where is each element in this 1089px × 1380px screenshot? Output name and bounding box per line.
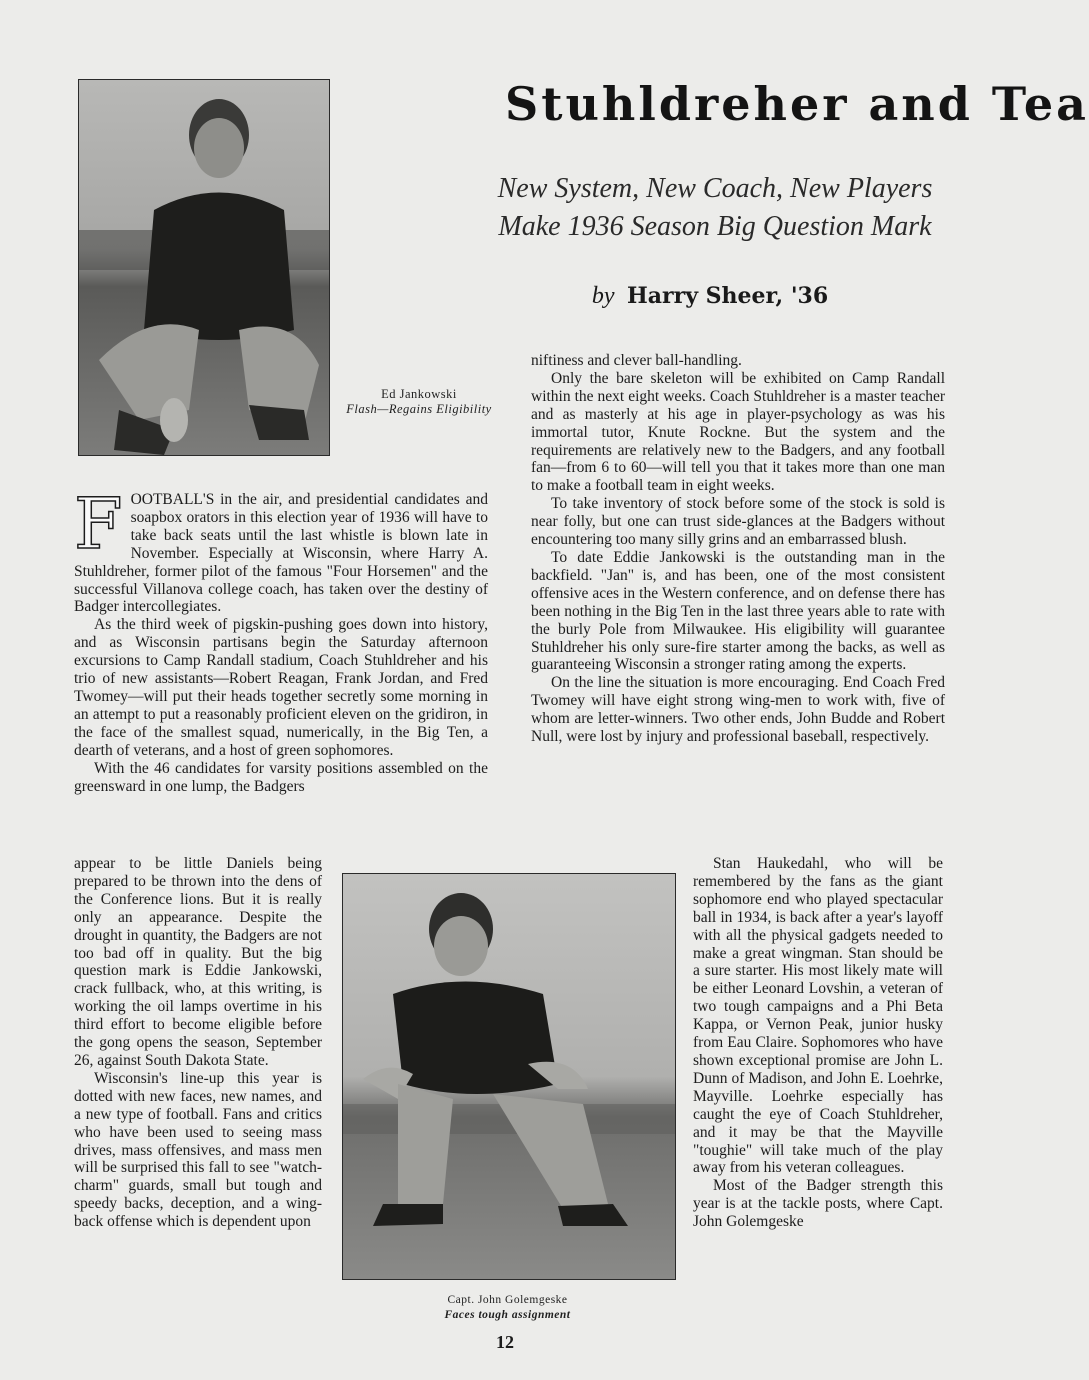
article-paragraph: As the third week of pigskin-pushing goes down into history, and as Wisconsin partisans begin the Saturday afternoon excursions to Camp Randall stadium, Coach Stuhldreher and his trio of new assistants—Robert Reagan, Frank Jordan, and Fred Twomey—will put their heads together secretly some morning in an attempt to put a reasonably proficient eleven on the gridiron, in the face of the smallest squad, numerically, in the Big Ten, a dearth of veterans, and a host of green sophomores. [74,616,488,759]
article-paragraph: Wisconsin's line-up this year is dotted with new faces, new names, and a new type of football. Fans and critics who have been used to seeing mass drives, mass offensives, and mass men will be surprised this fall to see "watch-charm" guards, small but tough and speedy backs, deception, and a wing-back offense which is dependent upon [74,1069,322,1231]
byline-author: Harry Sheer, '36 [626,283,829,309]
page-number: 12 [496,1332,514,1352]
article-paragraph: Most of the Badger strength this year is at the tackle posts, where Capt. John Golemgeske [693,1177,943,1231]
article-subtitle [470,170,960,246]
drop-cap: F [74,483,123,565]
jankowski-caption-sub: Flash—Regains Eligibility [346,402,492,416]
article-paragraph: Stan Haukedahl, who will be remembered by the fans as the giant sophomore end who played spectacular ball in 1934, is back after a year's layoff with all the physical gadgets needed to make a great wingman. Stan should be a sure starter. His most likely mate will be either Leonard Lovshin, a veteran of two tough campaigns and a Phi Beta Kappa, or Vernon Peak, junior husky from Eau Claire. Sophomores who have shown exceptional promise are John L. Dunn of Madison, and John E. Loehrke, Mayville. Loehrke especially has caught the eye of Coach Stuhldreher, and it may be that the Mayville "toughie" will take much of the play away from his veteran colleagues. [693,855,943,1177]
article-paragraph [74,483,488,616]
paragraph-text: OOTBALL'S in the air, and presidential candidates and soapbox orators in this election year of 1936 will have to take back seats until the last whistle is blown late in November. Especially at Wisconsin, where Harry A. Stuhldreher, former pilot of the famous "Four Horsemen" and the successful Villanova college coach, has taken over the destiny of Badger intercollegiates. [74,491,488,616]
jankowski-photo [78,79,330,456]
jankowski-caption [338,387,500,417]
article-title: Stuhldreher and Tea [505,77,1089,131]
golemgeske-caption-name: Capt. John Golemgeske [447,1294,568,1306]
byline-prefix: by [591,283,615,309]
article-paragraph: To date Eddie Jankowski is the outstanding man in the backfield. "Jan" is, and has been, one of the most consistent offensive aces in the Western conference, and on defense there has been nothing in the Big Ten in the last three years able to rate with the burly Pole from Milwaukee. His eligibility will guarantee Stuhldreher his only sure-fire starter among the backs, as well as guaranteeing Wisconsin a stronger rating among the experts. [531,548,945,674]
article-paragraph: Only the bare skeleton will be exhibited on Camp Randall within the next eight weeks. Coach Stuhldreher is a master teacher and as masterly at his age in player-psychology as was his immortal tutor, Knute Rockne. But the system and the requirements are relatively new to the Badgers, and any football fan—from 6 to 60—will tell you that it takes more than one man to make a football team in eight weeks. [531,369,945,495]
article-column-right-narrow [693,855,943,1231]
article-paragraph: With the 46 candidates for varsity positions assembled on the greensward in one lump, the Badgers [74,759,488,795]
article-column-left-top [74,483,488,795]
subtitle-line-2: Make 1936 Season Big Question Mark [498,211,932,242]
article-paragraph: On the line the situation is more encouraging. End Coach Fred Twomey will have eight strong wing-men to work with, five of whom are letter-winners. Two other ends, John Budde and Robert Null, were lost by injury and professional baseball, respectively. [531,674,945,746]
jankowski-caption-name: Ed Jankowski [381,387,457,401]
subtitle-line-1: New System, New Coach, New Players [497,173,933,204]
article-column-left-narrow [74,855,322,1231]
byline [470,280,950,310]
article-paragraph: appear to be little Daniels being prepared to be thrown into the dens of the Conference lions. But it is really only an appearance. Despite the drought in quantity, the Badgers are not too bad off in quality. But the big question mark is Eddie Jankowski, crack fullback, who, at this writing, is working the oil lamps overtime in his third effort to become eligible before the gong opens the season, September 26, against South Dakota State. [74,855,322,1069]
article-column-right-top [531,352,945,746]
article-paragraph: niftiness and clever ball-handling. [531,352,742,369]
golemgeske-caption [400,1293,615,1323]
article-paragraph: To take inventory of stock before some of the stock is sold is near folly, but one can trust side-glances at the Badgers without encountering too many silly grins and an embarrassed blush. [531,495,945,549]
golemgeske-caption-sub: Faces tough assignment [444,1309,571,1321]
golemgeske-photo [342,873,676,1280]
